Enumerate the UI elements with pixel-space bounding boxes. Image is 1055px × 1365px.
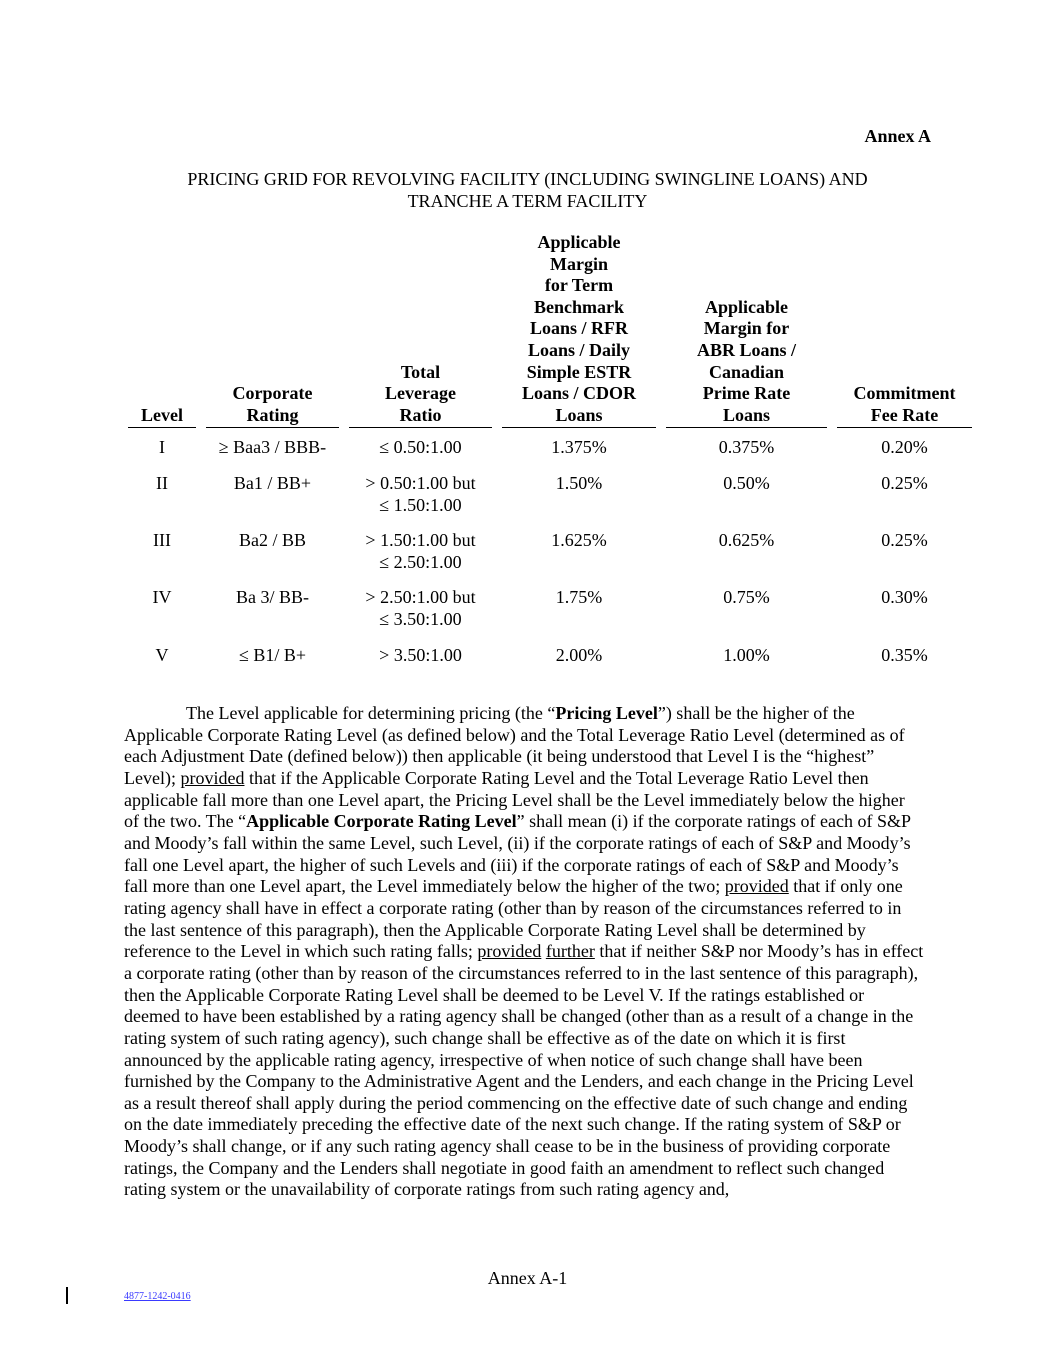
header-label	[206, 383, 339, 428]
table-row	[128, 516, 972, 573]
ratio-line: > 2.50:1.00 but	[365, 587, 476, 608]
header-total-leverage-ratio	[339, 232, 492, 428]
header-term-benchmark-margin	[492, 232, 656, 428]
underlined-term: provided	[724, 876, 789, 897]
cell-commitment-fee: 0.20%	[881, 437, 928, 458]
text-segment: that if the Applicable Corporate Rating Level and the Total Leverage Ratio Level then applicable fall more than one Level apart, the Pricing Level shall be the Level immediately below the higher of the two. The “	[124, 767, 905, 832]
header-line: Loans / RFR	[529, 318, 628, 339]
cell-total-leverage-ratio	[339, 573, 492, 630]
annex-label: Annex A	[864, 126, 931, 146]
cell-level: IV	[152, 587, 172, 608]
cell-total-leverage-ratio	[339, 516, 492, 573]
header-line: Loans	[555, 404, 603, 425]
cell-level: II	[156, 472, 168, 493]
header-line: Rating	[246, 404, 299, 425]
cell-corporate-rating: Ba1 / BB+	[233, 472, 312, 493]
pricing-grid-table	[128, 232, 972, 666]
header-line: Loans / Daily	[527, 339, 631, 360]
cell-corporate-rating: Ba2 / BB	[238, 530, 306, 551]
cell-term-benchmark-margin: 2.00%	[555, 644, 603, 665]
cell-level: V	[155, 644, 169, 665]
cell-commitment-fee: 0.25%	[881, 530, 928, 551]
underlined-term: further	[545, 941, 595, 962]
cell-term-benchmark-margin: 1.375%	[551, 437, 607, 458]
header-commitment-fee-rate	[827, 232, 972, 428]
cell-corporate-rating: ≥ Baa3 / BBB-	[218, 437, 327, 458]
header-line: Margin for	[703, 318, 790, 339]
table-row	[128, 631, 972, 667]
document-reference-link[interactable]: 4877-1242-0416	[124, 1291, 191, 1302]
header-line: ABR Loans /	[696, 339, 797, 360]
text-segment: that if neither S&P nor Moody’s has in effect a corporate rating (other than by reason of the circumstances referred to in the last sentence of this paragraph), then the Applicable Corporate Rating Level shall be deemed to be Level V. If the ratings established or deemed to have been established by a rating agency shall be changed (other than as a result of a change in the rating system of such rating agency), such change shall be effective as of the date on which it is first announced by the applicable rating agency, irrespective of when notice of such change shall have been furnished by the Company to the Administrative Agent and the Lenders, and each change in the Pricing Level as a result thereof shall apply during the period commencing on the effective date of such change and ending on the date immediately preceding the effective date of the next such change. If the rating system of S&P or Moody’s shall change, or if any such rating agency shall cease to be in the business of providing corporate ratings, the Company and the Lenders shall negotiate in good faith an amendment to reflect such changed rating system or the unavailability of corporate ratings from such rating agency and,	[124, 941, 924, 1200]
header-label	[666, 297, 827, 429]
header-label	[349, 362, 492, 429]
cell-term-benchmark-margin: 1.75%	[555, 587, 603, 608]
cell-commitment-fee: 0.30%	[881, 587, 928, 608]
ratio-line: ≤ 2.50:1.00	[379, 551, 462, 572]
header-line: Leverage	[385, 383, 456, 404]
revision-bar	[66, 1287, 68, 1304]
header-line: Commitment	[853, 383, 956, 404]
pricing-level-paragraph	[124, 703, 924, 1201]
header-line: Canadian	[708, 361, 785, 382]
cell-abr-margin: 0.375%	[718, 437, 775, 458]
header-line: Ratio	[399, 404, 442, 425]
title-line: PRICING GRID FOR REVOLVING FACILITY (INCLUDING SWINGLINE LOANS) AND	[187, 169, 868, 189]
header-line: Benchmark	[534, 296, 624, 317]
header-line: Simple ESTR	[526, 361, 632, 382]
cell-term-benchmark-margin: 1.50%	[555, 472, 603, 493]
cell-corporate-rating: ≤ B1/ B+	[238, 644, 307, 665]
cell-term-benchmark-margin: 1.625%	[551, 530, 607, 551]
title-line: TRANCHE A TERM FACILITY	[407, 190, 648, 211]
text-segment: The Level applicable for determining pricing (the “	[186, 703, 556, 723]
cell-commitment-fee: 0.35%	[881, 644, 928, 665]
cell-abr-margin: 1.00%	[723, 644, 770, 665]
ratio-line: > 3.50:1.00	[379, 644, 462, 665]
cell-corporate-rating: Ba 3/ BB-	[235, 587, 309, 608]
cell-total-leverage-ratio	[339, 459, 492, 516]
header-line: Loans / CDOR	[521, 383, 637, 404]
header-corporate-rating	[196, 232, 339, 428]
header-label	[837, 383, 972, 428]
header-line: for Term	[544, 275, 614, 296]
cell-total-leverage-ratio	[339, 631, 492, 667]
pricing-grid-title	[0, 169, 1055, 212]
header-abr-margin	[656, 232, 827, 428]
ratio-line: ≤ 0.50:1.00	[379, 437, 462, 458]
cell-level: III	[153, 530, 171, 551]
cell-abr-margin: 0.50%	[723, 472, 770, 493]
text-segment: that if only one rating agency shall have in effect a corporate rating (other than by reason of the circumstances referred to in the last sentence of this paragraph), then the Applicable Corporate Rating Level shall be determined by reference to the Level in which such rating falls;	[124, 876, 903, 962]
cell-level: I	[159, 437, 165, 458]
table-header-row	[128, 232, 972, 428]
table-row	[128, 573, 972, 630]
header-line: Applicable	[537, 232, 621, 252]
cell-total-leverage-ratio	[339, 428, 492, 459]
ratio-line: ≤ 3.50:1.00	[379, 608, 462, 629]
paragraph-text	[124, 703, 924, 1201]
header-line: Total	[400, 361, 441, 382]
header-label	[502, 232, 656, 428]
header-line: Fee Rate	[870, 404, 939, 425]
header-line: Prime Rate	[702, 383, 791, 404]
cell-commitment-fee: 0.25%	[881, 472, 928, 493]
header-line: Corporate	[232, 383, 313, 404]
table-row	[128, 428, 972, 459]
ratio-line: > 1.50:1.00 but	[365, 530, 476, 551]
header-line: Level	[141, 404, 183, 425]
defined-term: Pricing Level	[555, 703, 658, 723]
cell-abr-margin: 0.625%	[718, 530, 775, 551]
text-segment: ”) shall be the higher of the Applicable Corporate Rating Level (as defined below) and the Total Leverage Ratio Level (determined as of each Adjustment Date (defined below)) then applicable (it being understood that Level I is the “highest” Level);	[124, 703, 905, 788]
table-row	[128, 459, 972, 516]
underlined-term: provided	[477, 941, 542, 962]
defined-term: Applicable Corporate Rating Level	[246, 811, 517, 832]
header-line: Loans	[722, 404, 771, 425]
ratio-line: > 0.50:1.00 but	[365, 472, 476, 493]
header-line: Applicable	[704, 296, 788, 317]
page-number: Annex A-1	[487, 1268, 568, 1288]
header-line: Margin	[550, 253, 608, 274]
ratio-line: ≤ 1.50:1.00	[379, 494, 462, 515]
text-segment: ” shall mean (i) if the corporate ratings of each of S&P and Moody’s fall within the same Level, such Level, (ii) if the corporate ratings of each of S&P and Moody’s fall one Level apart, the higher of such Levels and (iii) if the corporate ratings of each of S&P and Moody’s fall more than one Level apart, the Level immediately below the higher of the two;	[124, 811, 911, 897]
underlined-term: provided	[180, 767, 245, 788]
header-level	[128, 232, 196, 428]
header-label	[128, 405, 196, 429]
cell-abr-margin: 0.75%	[723, 587, 770, 608]
